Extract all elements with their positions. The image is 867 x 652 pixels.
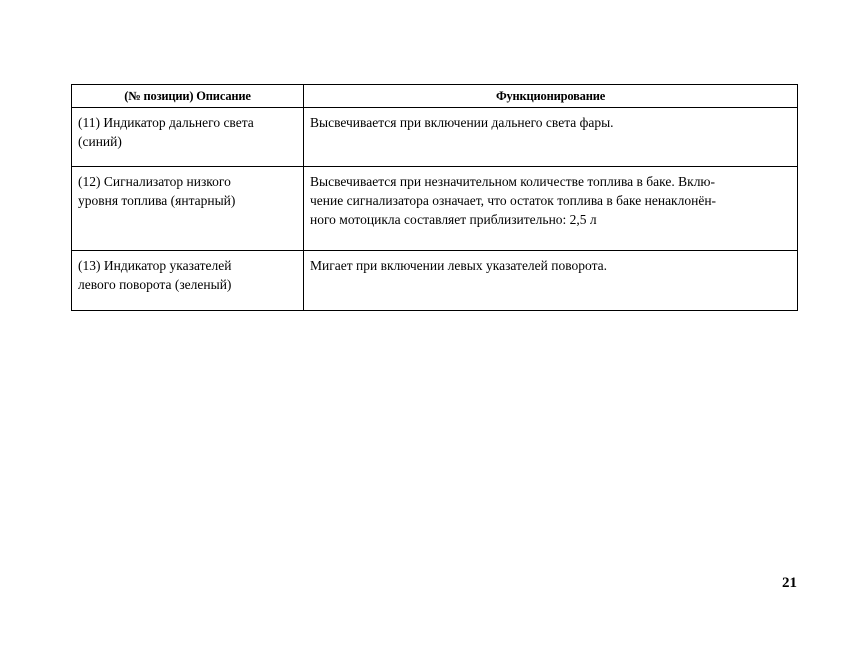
description-line: (11) Индикатор дальнего света — [78, 115, 254, 130]
function-line: Высвечивается при включении дальнего света фары. — [310, 115, 614, 130]
table-header-row — [72, 85, 798, 108]
table-row — [72, 167, 798, 251]
description-text — [78, 113, 297, 151]
description-cell — [72, 108, 304, 167]
description-line: уровня топлива (янтарный) — [78, 193, 236, 208]
description-cell — [72, 251, 304, 311]
function-line: Мигает при включении левых указателей поворота. — [310, 258, 608, 273]
page-number: 21 — [782, 575, 797, 591]
function-line: чение сигнализатора означает, что остаток топлива в баке ненаклонён- — [310, 193, 717, 208]
description-text — [78, 256, 297, 294]
table-row — [72, 108, 798, 167]
description-line: (12) Сигнализатор низкого — [78, 174, 231, 189]
indicator-table — [71, 84, 798, 311]
table-row — [72, 251, 798, 311]
function-line: ного мотоцикла составляет приблизительно: 2,5 л — [310, 212, 597, 227]
header-function: Функционирование — [304, 85, 798, 108]
description-text — [78, 172, 297, 210]
function-cell — [304, 251, 798, 311]
function-line: Высвечивается при незначительном количестве топлива в баке. Вклю- — [310, 174, 716, 189]
description-line: левого поворота (зеленый) — [78, 277, 232, 292]
description-line: (синий) — [78, 134, 122, 149]
header-description: (№ позиции) Описание — [72, 85, 304, 108]
description-line: (13) Индикатор указателей — [78, 258, 232, 273]
function-cell — [304, 108, 798, 167]
description-cell — [72, 167, 304, 251]
function-cell — [304, 167, 798, 251]
